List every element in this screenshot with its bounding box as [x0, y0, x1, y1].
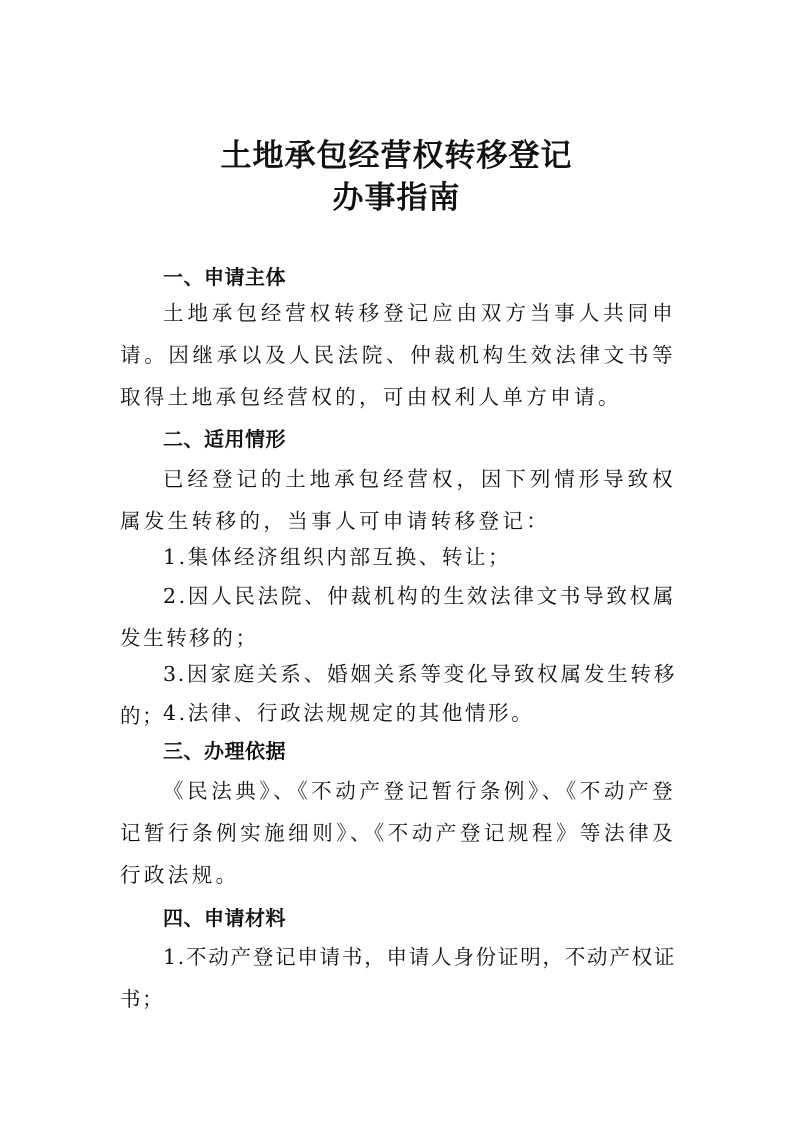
- document-subtitle: 办事指南: [332, 180, 461, 216]
- section-paragraph: 土地承包经营权转移登记应由双方当事人共同申请。因继承以及人民法院、仲裁机构生效法律文书等取得土地承包经营权的，可由权利人单方申请。: [120, 301, 676, 409]
- section-paragraph: 已经登记的土地承包经营权，因下列情形导致权属发生转移的，当事人可申请转移登记：: [120, 467, 676, 533]
- section-paragraph: 《民法典》、《不动产登记暂行条例》、《不动产登记暂行条例实施细则》、《不动产登记规程》等法律及行政法规。: [120, 779, 676, 887]
- list-item: 4.法律、行政法规规定的其他情形。: [163, 701, 535, 725]
- list-item: 3.因家庭关系、婚姻关系等变化导致权属发生转移的；: [120, 662, 676, 728]
- section-heading-applicable-cases: 二、适用情形: [163, 427, 286, 451]
- list-item: 2.因人民法院、仲裁机构的生效法律文书导致权属发生转移的；: [120, 584, 676, 650]
- list-item: 1.不动产登记申请书，申请人身份证明，不动产权证书；: [120, 945, 676, 1011]
- section-heading-legal-basis: 三、办理依据: [163, 739, 286, 763]
- list-item: 1.集体经济组织内部互换、转让；: [163, 545, 512, 569]
- document-title: 土地承包经营权转移登记: [220, 138, 573, 174]
- section-heading-materials: 四、申请材料: [163, 906, 286, 930]
- section-heading-applicant: 一、申请主体: [163, 265, 286, 289]
